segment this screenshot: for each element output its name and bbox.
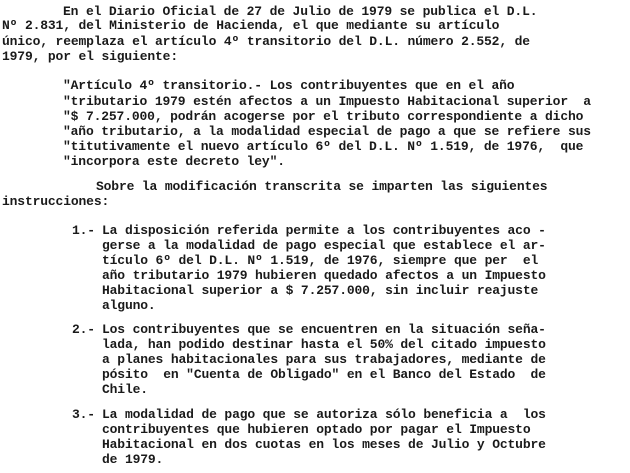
intro-line: En el Diario Oficial de 27 de Julio de 1979 se publica el D.L. — [63, 4, 538, 19]
quote-line: "titutivamente el nuevo artículo 6º del D.L. Nº 1.519, de 1976, que — [63, 139, 584, 154]
item-number: 1.- — [72, 223, 95, 238]
item-line: La disposición referida permite a los contribuyentes aco - — [102, 223, 546, 238]
quote-line: "Artículo 4º transitorio.- Los contribuyentes que en el año — [63, 78, 515, 93]
intro-line: Nº 2.831, del Ministerio de Hacienda, el que mediante su artículo — [2, 18, 500, 33]
quote-line: "año tributario, a la modalidad especial de pago a que se refiere sus — [63, 124, 591, 139]
quote-line: "tributario 1979 estén afectos a un Impuesto Habitacional superior a — [63, 94, 591, 109]
item-line: Chile. — [102, 382, 148, 397]
item-line: lada, han podido destinar hasta el 50% del citado impuesto — [102, 337, 546, 352]
item-line: pósito en "Cuenta de Obligado" en el Banco del Estado de — [102, 367, 546, 382]
item-line: a planes habitacionales para sus trabajadores, mediante de — [102, 352, 546, 367]
quote-line: "incorpora este decreto ley". — [63, 154, 285, 169]
quote-line: "$ 7.257.000, podrán acogerse por el tributo correspondiente a dicho — [63, 109, 584, 124]
item-line: Habitacional en dos cuotas en los meses de Julio y Octubre — [102, 437, 546, 452]
item-line: contribuyentes que hubieren optado por pagar el Impuesto — [102, 422, 531, 437]
item-line: gerse a la modalidad de pago especial que establece el ar- — [102, 238, 546, 253]
item-line: tículo 6º del D.L. Nº 1.519, de 1976, siempre que per el — [102, 253, 539, 268]
item-line: alguno. — [102, 298, 156, 313]
item-number: 3.- — [72, 407, 95, 422]
item-line: de 1979. — [102, 452, 164, 467]
item-line: Los contribuyentes que se encuentren en la situación seña- — [102, 322, 546, 337]
intro-line: único, reemplaza el artículo 4º transitorio del D.L. número 2.552, de — [2, 34, 530, 49]
item-line: La modalidad de pago que se autoriza sólo beneficia a los — [102, 407, 546, 422]
item-line: año tributario 1979 hubieren quedado afectos a un Impuesto — [102, 268, 546, 283]
instructions-line: Sobre la modificación transcrita se imparten las siguientes — [96, 179, 548, 194]
instructions-line: instrucciones: — [2, 194, 110, 209]
item-line: Habitacional superior a $ 7.257.000, sin incluir reajuste — [102, 283, 539, 298]
item-number: 2.- — [72, 322, 95, 337]
intro-line: 1979, por el siguiente: — [2, 49, 178, 64]
